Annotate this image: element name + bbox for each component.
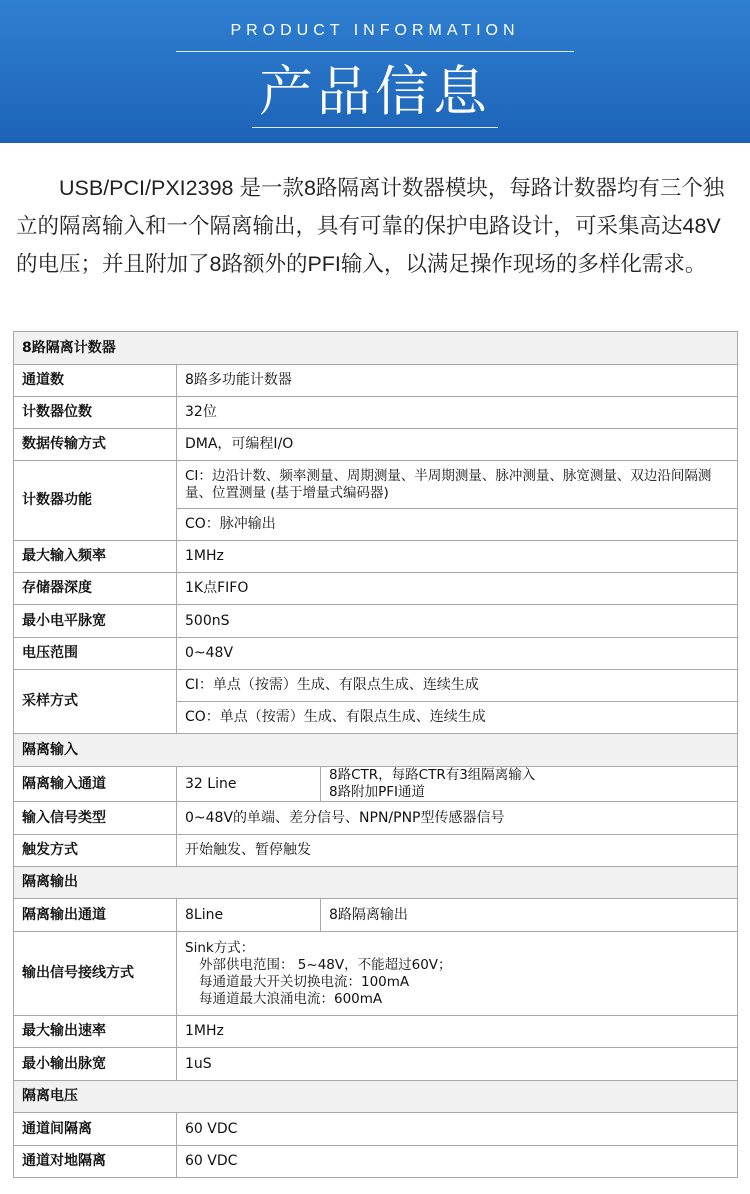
banner-top-rule — [176, 51, 574, 52]
product-intro: USB/PCI/PXI2398 是一款8路隔离计数器模块，每路计数器均有三个独立的隔离输入和一个隔离输出，具有可靠的保护电路设计，可采集高达48V的电压；并且附加了8路额外的PFI输入，以满足操作现场的多样化需求。 — [16, 176, 725, 276]
table-row — [14, 365, 738, 397]
row-label: 计数器位数 — [14, 397, 177, 429]
wiring-line: Sink方式： — [185, 939, 255, 956]
row-label: 输出信号接线方式 — [14, 932, 177, 1016]
row-value: 8Line — [177, 899, 321, 932]
banner-title: 产品信息 — [259, 60, 491, 123]
table-row — [14, 670, 738, 702]
row-label: 存储器深度 — [14, 573, 177, 605]
table-row — [14, 835, 738, 867]
counter-functions-ci: CI：边沿计数、频率测量、周期测量、半周期测量、脉冲测量、脉宽测量、双边沿间隔测量、位置测量 (基于增量式编码器) — [177, 461, 738, 509]
table-row — [14, 397, 738, 429]
row-label: 电压范围 — [14, 638, 177, 670]
table-section-row — [14, 867, 738, 899]
row-label: 采样方式 — [14, 670, 177, 734]
section-header-isolation-voltage: 隔离电压 — [14, 1081, 738, 1113]
table-row — [14, 541, 738, 573]
row-value: 500nS — [177, 605, 738, 638]
section-header-isolated-output: 隔离输出 — [14, 867, 738, 899]
wiring-line: 每通道最大浪涌电流：600mA — [199, 990, 383, 1007]
row-value: 8路多功能计数器 — [177, 365, 738, 397]
table-row — [14, 429, 738, 461]
row-label: 最大输入频率 — [14, 541, 177, 573]
row-value: 开始触发、暂停触发 — [177, 835, 738, 867]
banner-bottom-rule — [252, 127, 498, 128]
table-row — [14, 461, 738, 509]
product-info-banner — [0, 0, 750, 143]
row-label: 通道数 — [14, 365, 177, 397]
row-label: 隔离输出通道 — [14, 899, 177, 932]
table-section-row — [14, 332, 738, 365]
counter-functions-co: CO：脉冲输出 — [177, 509, 738, 541]
table-row — [14, 802, 738, 835]
row-label: 最小电平脉宽 — [14, 605, 177, 638]
wiring-details — [177, 932, 738, 1016]
section-header-counter: 8路隔离计数器 — [14, 332, 738, 365]
table-row — [14, 1016, 738, 1048]
sampling-ci: CI：单点（按需）生成、有限点生成、连续生成 — [177, 670, 738, 702]
row-value: 60 VDC — [177, 1146, 738, 1178]
table-section-row — [14, 1081, 738, 1113]
wiring-line: 每通道最大开关切换电流：100mA — [199, 973, 410, 990]
row-value: 1K点FIFO — [177, 573, 738, 605]
banner-subtitle: PRODUCT INFORMATION — [230, 22, 520, 39]
output-channel-note: 8路隔离输出 — [321, 899, 738, 932]
row-label: 计数器功能 — [14, 461, 177, 541]
row-value: 0~48V的单端、差分信号、NPN/PNP型传感器信号 — [177, 802, 738, 835]
row-value: 32 Line — [177, 767, 321, 802]
input-channel-note: 8路CTR，每路CTR有3组隔离输入 — [329, 767, 536, 783]
spec-table — [13, 331, 738, 1178]
table-row — [14, 1048, 738, 1081]
table-row — [14, 1113, 738, 1146]
row-value: 1MHz — [177, 541, 738, 573]
input-channel-notes — [321, 767, 738, 802]
table-row — [14, 573, 738, 605]
wiring-line: 外部供电范围： 5~48V，不能超过60V； — [199, 956, 452, 973]
row-label: 通道间隔离 — [14, 1113, 177, 1146]
row-value: 1uS — [177, 1048, 738, 1081]
row-value: DMA，可编程I/O — [177, 429, 738, 461]
table-row — [14, 767, 738, 802]
row-label: 触发方式 — [14, 835, 177, 867]
sampling-co: CO：单点（按需）生成、有限点生成、连续生成 — [177, 702, 738, 734]
row-value: 60 VDC — [177, 1113, 738, 1146]
table-row — [14, 638, 738, 670]
table-row — [14, 932, 738, 1016]
table-row — [14, 1146, 738, 1178]
section-header-isolated-input: 隔离输入 — [14, 734, 738, 767]
row-label: 输入信号类型 — [14, 802, 177, 835]
row-label: 隔离输入通道 — [14, 767, 177, 802]
table-section-row — [14, 734, 738, 767]
row-label: 通道对地隔离 — [14, 1146, 177, 1178]
table-row — [14, 899, 738, 932]
row-value: 0~48V — [177, 638, 738, 670]
row-value: 32位 — [177, 397, 738, 429]
row-label: 最小输出脉宽 — [14, 1048, 177, 1081]
input-channel-note: 8路附加PFI通道 — [329, 784, 425, 800]
row-label: 最大输出速率 — [14, 1016, 177, 1048]
table-row — [14, 605, 738, 638]
row-value: 1MHz — [177, 1016, 738, 1048]
row-label: 数据传输方式 — [14, 429, 177, 461]
